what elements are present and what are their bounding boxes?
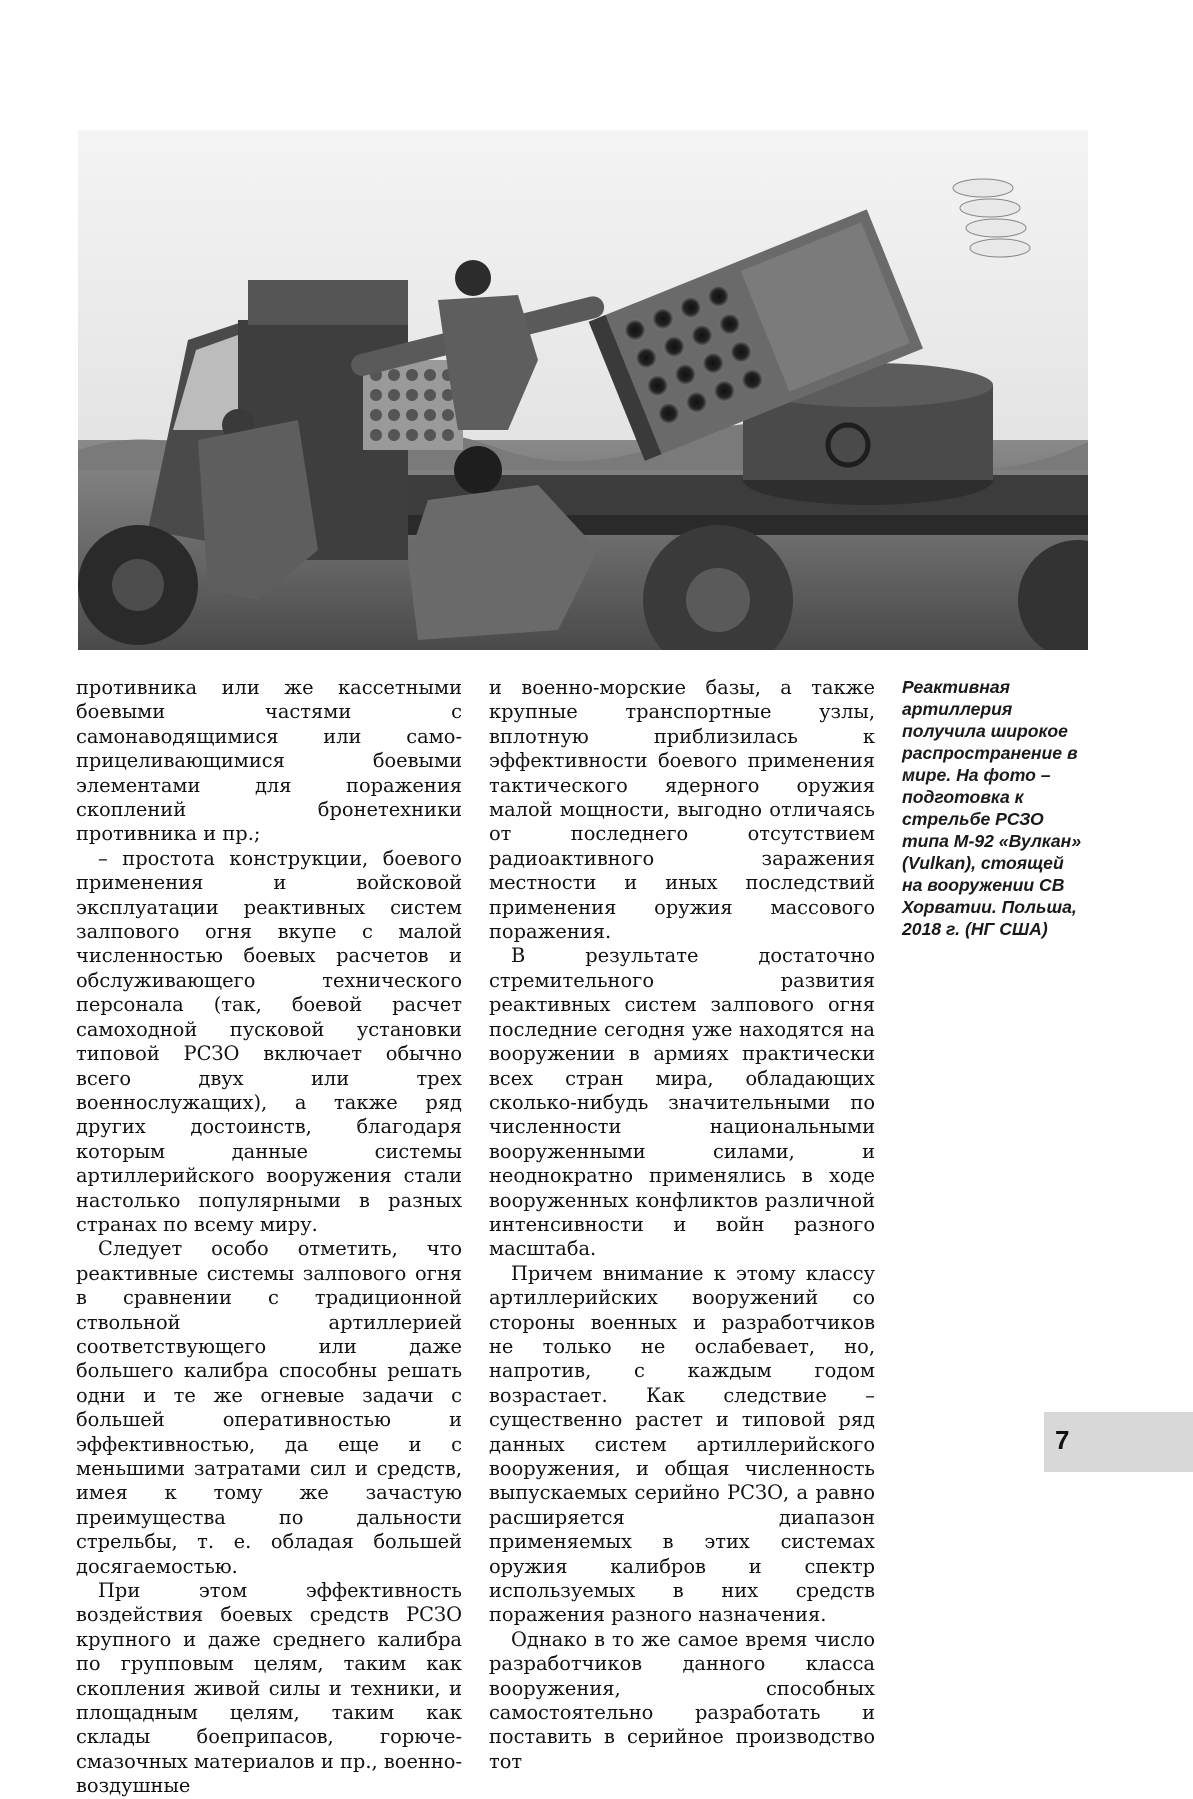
paragraph: При этом эффективность воздействия боевых средств РСЗО крупного и даже среднего калибра по групповым целям, таким как скопления живой силы и техники, и площадным целям, таким как склады боеприпасов, горюче-смазочных материалов и пр., военно-воздушные [76, 1579, 462, 1798]
paragraph: Однако в то же самое время число разработчиков данного класса вооружения, способных самостоятельно разработать и поставить в серийное производство тот [489, 1627, 875, 1773]
paragraph: противника или же кассетными боевыми частями с самонаводящимися или само-прицеливающимися боевыми элементами для поражения скоплений бронетехники противника и пр.; [76, 676, 462, 846]
paragraph: – простота конструкции, боевого применения и войсковой эксплуатации реактивных систем залпового огня вкупе с малой численностью боевых расчетов и обслуживающего технического персонала (так, боевой расчет самоходной пусковой установки типовой РСЗО включает обычно всего двух или трех военнослужащих), а также ряд других достоинств, благодаря которым данные системы артиллерийского вооружения стали настолько популярными в разных странах по всему миру. [76, 846, 462, 1236]
rocket-launcher-truck-photo [78, 130, 1088, 650]
page-number: 7 [1055, 1425, 1070, 1455]
paragraph: В результате достаточно стремительного развития реактивных систем залпового огня последние сегодня уже находятся на вооружении в армиях практически всех стран мира, обладающих сколько-нибудь значительными по численности национальными вооруженными силами, и неоднократно применялись в ходе вооруженных конфликтов различной интенсивности и войн разного масштаба. [489, 944, 875, 1261]
paragraph: Причем внимание к этому классу артиллерийских вооружений со стороны военных и разработчиков не только не ослабевает, но, напротив, с каждым годом возрастает. Как следствие – существенно растет и типовой ряд данных систем артиллерийского вооружения, и общая численность выпускаемых серийно РСЗО, а равно расширяется диапазон применяемых в этих системах оружия калибров и спектр используемых в них средств поражения разного назначения. [489, 1261, 875, 1627]
paragraph: Следует особо отметить, что реактивные системы залпового огня в сравнении с традиционной ствольной артиллерией соответствующего или даже большего калибра способны решать одни и те же огневые задачи с большей оперативностью и эффективностью, да еще и с меньшими затратами сил и средств, имея к тому же зачастую преимущества по дальности стрельбы, т. е. обладая большей досягаемостью. [76, 1237, 462, 1578]
paragraph: и военно-морские базы, а также крупные транспортные узлы, вплотную приблизилась к эффективности боевого применения тактического ядерного оружия малой мощности, выгодно отличаясь от последнего отсутствием радиоактивного заражения местности и иных последствий применения оружия массового поражения. [489, 676, 875, 944]
middle-text-column [489, 676, 875, 1774]
left-text-column [76, 676, 462, 1799]
article-photo [78, 130, 1088, 650]
photo-caption: Реактивная артиллерия получила широкое распространение в мире. На фото – подготовка к стрельбе РСЗО типа М-92 «Вулкан» (Vulkan), стоящей на вооружении СВ Хорватии. Польша, 2018 г. (НГ США) [902, 677, 1082, 939]
